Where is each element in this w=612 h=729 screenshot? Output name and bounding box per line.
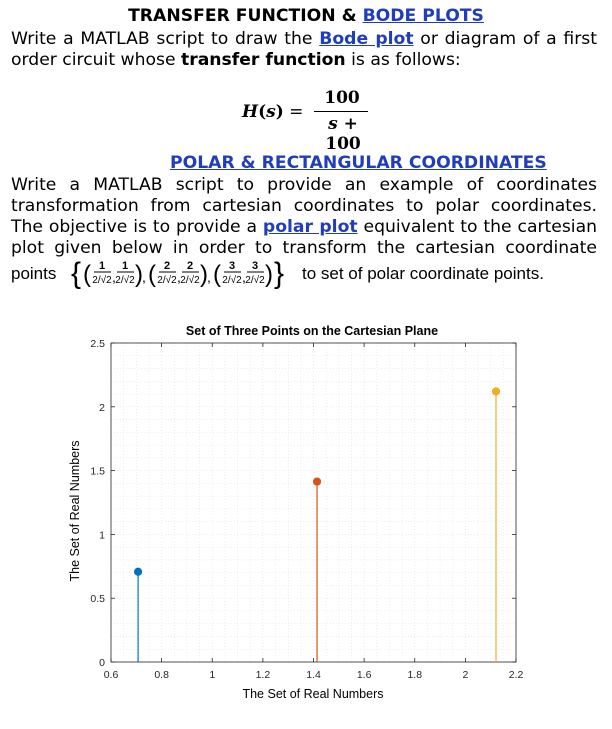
points-word: points — [11, 264, 57, 283]
paren: ) — [265, 261, 273, 288]
comma: , — [207, 269, 211, 285]
polar-instruction-line-1: Write a MATLAB script to provide an example of coordinates — [11, 175, 597, 195]
text: or diagram of a first — [413, 29, 597, 49]
fraction-1-den: 2/√2 — [92, 275, 112, 286]
fraction-5-num: 3 — [228, 260, 236, 272]
set-open-brace: { — [71, 257, 82, 290]
polar-instruction-line-3 — [11, 217, 597, 238]
paren: ( — [83, 261, 91, 288]
y-tick-label: 2.5 — [90, 338, 105, 350]
comma: , — [142, 269, 146, 285]
bode-plot-link[interactable]: Bode plot — [319, 29, 414, 49]
text: is as follows: — [345, 50, 461, 70]
comma: , — [177, 269, 181, 285]
x-tick-label: 1.2 — [255, 669, 271, 681]
stem-marker — [492, 388, 499, 395]
bode-plots-link[interactable]: BODE PLOTS — [362, 6, 484, 26]
fraction-6-den: 2/√2 — [245, 275, 265, 286]
paren: ( — [213, 261, 221, 288]
y-tick-label: 0 — [99, 657, 105, 669]
polar-rectangular-link[interactable]: POLAR & RECTANGULAR COORDINATES — [170, 153, 547, 173]
text: order circuit whose — [11, 50, 181, 70]
polar-rectangular-heading — [170, 153, 547, 173]
x-tick-label: 0.6 — [103, 669, 119, 681]
paren: ) — [135, 261, 143, 288]
fraction-3-den: 2/√2 — [157, 275, 177, 286]
y-tick-label: 0.5 — [90, 593, 105, 606]
chart-grid — [111, 343, 516, 662]
fraction-6-num: 3 — [251, 260, 259, 272]
x-tick-label: 1.4 — [306, 669, 321, 681]
y-axis-label: The Set of Real Numbers — [68, 440, 82, 582]
x-tick-label: 2.2 — [508, 669, 524, 681]
y-tick-label: 1 — [99, 529, 105, 542]
x-tick-label: 2 — [462, 669, 469, 681]
fraction-bar — [314, 111, 368, 112]
text: Write a MATLAB script to draw the — [11, 29, 320, 49]
chart-title: Set of Three Points on the Cartesian Plane — [185, 324, 439, 338]
fraction-1-num: 1 — [98, 260, 106, 272]
cartesian-stem-chart — [0, 320, 612, 720]
equation-numerator: 100 — [324, 88, 360, 108]
x-axis-label: The Set of Real Numbers — [242, 687, 384, 701]
text: equivalent to the cartesian — [357, 217, 598, 237]
comma: , — [242, 269, 246, 285]
y-tick-label: 1.5 — [90, 465, 105, 478]
points-tail: to set of polar coordinate points. — [302, 264, 544, 283]
y-tick-label: 2 — [99, 401, 105, 414]
equation-denominator: s + 100 — [325, 114, 361, 154]
x-tick-label: 0.8 — [154, 669, 169, 681]
cartesian-points-set — [11, 257, 601, 291]
fraction-2-num: 1 — [121, 260, 129, 272]
x-tick-label: 1.8 — [407, 669, 423, 681]
polar-instruction-line-4: plot given below in order to transform the cartesian coordinate — [11, 238, 597, 258]
x-tick-label: 1 — [209, 669, 216, 681]
transfer-function-heading — [0, 6, 612, 26]
comma: , — [112, 269, 116, 285]
bode-instruction-line-1 — [11, 29, 597, 50]
x-tick-label: 1.6 — [356, 669, 372, 681]
fraction-5-den: 2/√2 — [222, 275, 242, 286]
axis-ticks — [90, 338, 523, 681]
fraction-3-num: 2 — [163, 260, 171, 272]
transfer-function-term: transfer function — [181, 50, 346, 70]
text: The objective is to provide a — [11, 217, 263, 237]
stem-series — [134, 388, 499, 662]
polar-instruction-line-2: transformation from cartesian coordinates to polar coordinates. — [11, 196, 597, 216]
stem-marker — [134, 568, 141, 575]
heading-text: TRANSFER FUNCTION & — [128, 6, 363, 26]
fraction-4-num: 2 — [186, 260, 194, 272]
paren: ) — [200, 261, 208, 288]
paren: ( — [148, 261, 156, 288]
equation-lhs: H(s) = — [242, 102, 304, 122]
stem-marker — [313, 478, 320, 485]
fraction-2-den: 2/√2 — [115, 275, 135, 286]
polar-plot-link[interactable]: polar plot — [262, 217, 358, 237]
fraction-4-den: 2/√2 — [180, 275, 200, 286]
set-close-brace: } — [274, 257, 285, 290]
bode-instruction-line-2 — [11, 50, 597, 71]
